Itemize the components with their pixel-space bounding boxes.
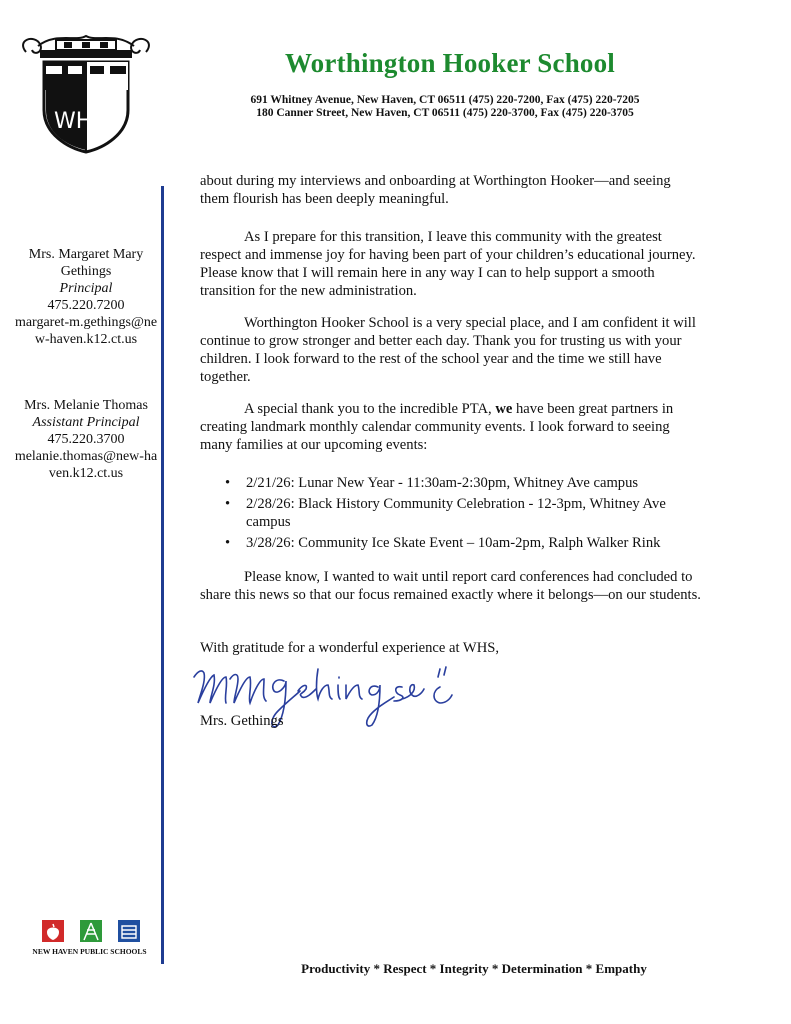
- letter-paragraph-1: about during my interviews and onboarding at Worthington Hooker—and seeing them flourish has been deeply meaningful.: [200, 173, 671, 207]
- events-list: [200, 474, 702, 555]
- assistant-principal-contact: [12, 397, 160, 482]
- signature-text: MM gethings: [188, 655, 194, 656]
- address-line-1: 691 Whitney Avenue, New Haven, CT 06511 (475) 220-7200, Fax (475) 220-7205: [250, 94, 640, 106]
- principal-email: margaret-m.gethings@new-haven.k12.ct.us: [14, 315, 158, 347]
- signer-name: Mrs. Gethings: [200, 713, 284, 729]
- letter-paragraph-4: A special thank you to the incredible PTA, we have been great partners in creating landmark monthly calendar community events. I look forward to seeing many families at our upcoming events:: [200, 401, 674, 453]
- address-line-2: 180 Canner Street, New Haven, CT 06511 (475) 220-3700, Fax (475) 220-3705: [256, 107, 634, 119]
- principal-contact: [12, 246, 160, 348]
- school-motto: Productivity * Respect * Integrity * Determination * Empathy: [301, 961, 647, 976]
- crest-letters: WH: [54, 109, 93, 134]
- school-crest-logo: [16, 30, 156, 155]
- principal-phone: 475.220.7200: [47, 298, 125, 313]
- assistant-principal-phone: 475.220.3700: [47, 432, 125, 447]
- letter-paragraph-5: Please know, I wanted to wait until report card conferences had concluded to share this news so that our focus remained exactly where it belongs—on our students.: [200, 569, 701, 603]
- district-logo-icons: [42, 918, 142, 944]
- principal-role: Principal: [59, 281, 113, 296]
- list-item: • 2/21/26: Lunar New Year - 11:30am-2:30pm, Whitney Ave campus: [225, 475, 639, 491]
- letter-paragraph-3: Worthington Hooker School is a very special place, and I am confident it will continue to grow stronger and better each day. Thank you for trusting us with your children. I look forward to the rest of the school year and the time we still have together.: [200, 315, 696, 385]
- school-name: Worthington Hooker School: [284, 48, 616, 78]
- list-item: • 3/28/26: Community Ice Skate Event – 10am-2pm, Ralph Walker Rink: [225, 535, 661, 551]
- sidebar-divider: [161, 186, 164, 964]
- district-name: NEW HAVEN PUBLIC SCHOOLS: [32, 947, 147, 956]
- letter-closing: With gratitude for a wonderful experience at WHS,: [200, 640, 500, 656]
- letter-paragraph-2: As I prepare for this transition, I leave this community with the greatest respect and immense joy for having been part of your children’s educational journey. Please know that I will remain here in any way I can to help support a smooth transition for the new administration.: [200, 229, 696, 299]
- principal-name: Mrs. Margaret Mary Gethings: [28, 247, 144, 279]
- assistant-principal-email: melanie.thomas@new-haven.k12.ct.us: [14, 449, 158, 481]
- list-item: • 2/28/26: Black History Community Celebration - 12-3pm, Whitney Ave campus: [225, 496, 666, 530]
- assistant-principal-name: Mrs. Melanie Thomas: [24, 398, 148, 413]
- assistant-principal-role: Assistant Principal: [32, 415, 140, 430]
